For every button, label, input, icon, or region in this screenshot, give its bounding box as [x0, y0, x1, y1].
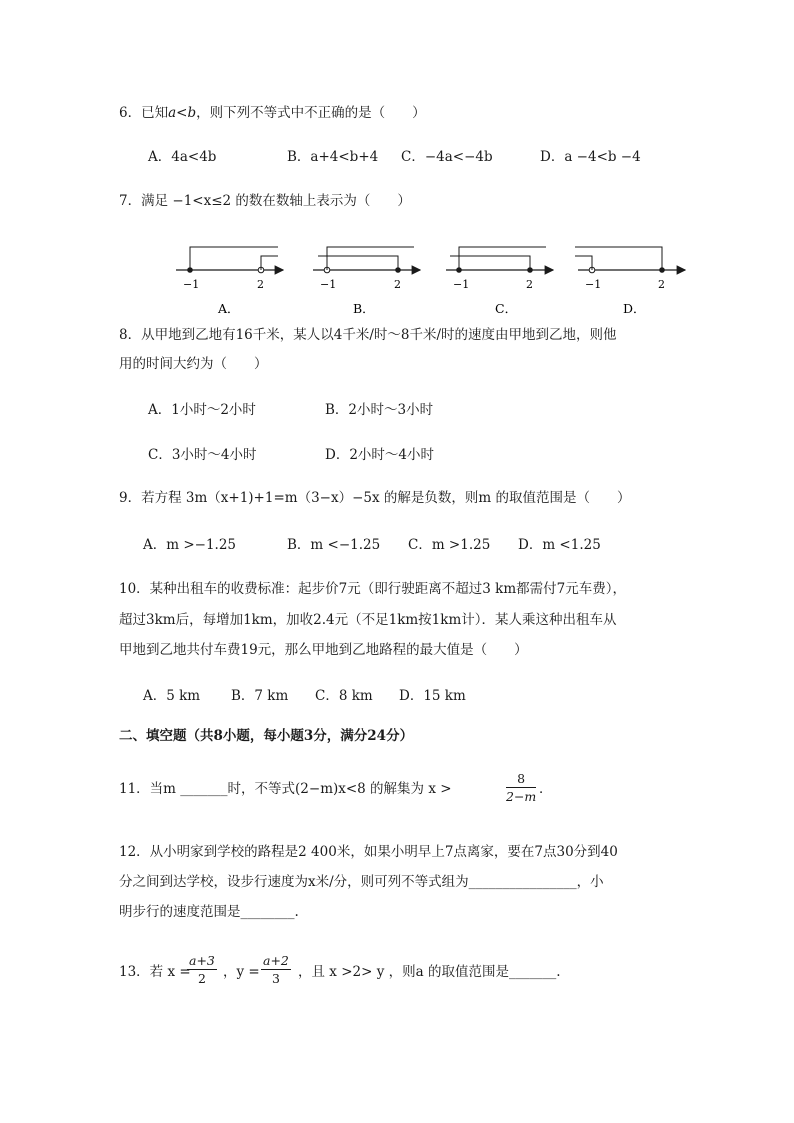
q13-fraction-2: [261, 953, 291, 986]
q13-fraction-1: [187, 953, 217, 986]
q10-line1: 10．某种出租车的收费标准：起步价7元（即行驶距离不超过3 km都需付7元车费），: [119, 581, 626, 597]
q9-option-b: B．m <−1.25: [287, 537, 381, 553]
q13-post: ，且 x >2> y ，则a 的取值范围是_______.: [298, 964, 561, 980]
q13-f2-den: 3: [271, 971, 280, 986]
q11-end: ．: [539, 781, 553, 797]
section-title: 二、填空题（共8小题，每小题3分，满分24分）: [119, 728, 414, 744]
q12-line2: 分之间到达学校，设步行速度为x米/分，则可列不等式组为________________，小: [119, 874, 604, 890]
q9-stem: 9．若方程 3m（x+1)+1=m（3−x）−5x 的解是负数，则m 的取值范围是（ ）: [119, 490, 631, 506]
q7-number-lines: [0, 230, 794, 320]
q7-label-d: D．: [623, 301, 646, 316]
axis-label-2: 2: [526, 278, 533, 291]
q8-option-c: C．3小时～4小时: [148, 447, 257, 463]
q13-f2-num: a+2: [263, 953, 289, 968]
axis-label-2: 2: [658, 278, 665, 291]
q13-mid: ，y =: [223, 964, 260, 980]
q10-line3: 甲地到乙地共付车费19元，那么甲地到乙地路程的最大值是（ ）: [119, 642, 528, 658]
q10-option-b: B．7 km: [231, 688, 289, 704]
q10-option-d: D．15 km: [399, 688, 466, 704]
q8-line2: 用的时间大约为（ ）: [119, 356, 268, 372]
q6-option-d: D．a −4<b −4: [540, 149, 641, 165]
q6-stem: 6．已知a<b，则下列不等式中不正确的是（ ）: [119, 105, 426, 121]
q6-option-a: A．4a<4b: [148, 149, 217, 165]
q11-stem: 11．当m _______时，不等式(2−m)x<8 的解集为 x >: [119, 781, 452, 797]
q9-option-a: A．m >−1.25: [143, 537, 237, 553]
q10-option-c: C．8 km: [315, 688, 373, 704]
number-line-b: [313, 247, 420, 291]
q6-option-c: C．−4a<−4b: [401, 149, 493, 165]
number-line-c: [446, 247, 553, 291]
q9-option-d: D．m <1.25: [518, 537, 601, 553]
axis-label-2: 2: [257, 278, 264, 291]
q6-option-b: B．a+4<b+4: [287, 149, 379, 165]
q12-line3: 明步行的速度范围是________.: [119, 904, 299, 920]
number-line-d: [575, 247, 685, 291]
number-line-a: [176, 247, 283, 291]
q11-frac-num: 8: [506, 771, 536, 788]
axis-label-minus1: −1: [585, 278, 602, 291]
q13-pre: 13．若 x =: [119, 964, 191, 980]
q7-stem: 7．满足 −1<x≤2 的数在数轴上表示为（ ）: [119, 193, 411, 209]
q7-label-b: B．: [353, 301, 375, 316]
q8-option-a: A．1小时～2小时: [148, 402, 256, 418]
q9-option-c: C．m >1.25: [408, 537, 491, 553]
q7-label-c: C．: [495, 301, 518, 316]
axis-label-minus1: −1: [320, 278, 337, 291]
q7-label-a: A．: [218, 301, 240, 316]
q11-fraction: [506, 771, 536, 804]
q13-f1-num: a+3: [189, 953, 215, 968]
q10-line2: 超过3km后，每增加1km，加收2.4元（不足1km按1km计）．某人乘这种出租车从: [119, 612, 617, 628]
axis-label-2: 2: [394, 278, 401, 291]
q8-line1: 8．从甲地到乙地有16千米，某人以4千米/时～8千米/时的速度由甲地到乙地，则他: [119, 327, 617, 343]
q8-option-d: D．2小时～4小时: [325, 447, 435, 463]
q10-option-a: A．5 km: [143, 688, 201, 704]
q11-frac-den: 2−m: [506, 789, 537, 804]
axis-label-minus1: −1: [453, 278, 470, 291]
q8-option-b: B．2小时～3小时: [325, 402, 434, 418]
q13-f1-den: 2: [197, 971, 206, 986]
q12-line1: 12．从小明家到学校的路程是2 400米，如果小明早上7点离家，要在7点30分到40: [119, 844, 618, 860]
axis-label-minus1: −1: [183, 278, 200, 291]
